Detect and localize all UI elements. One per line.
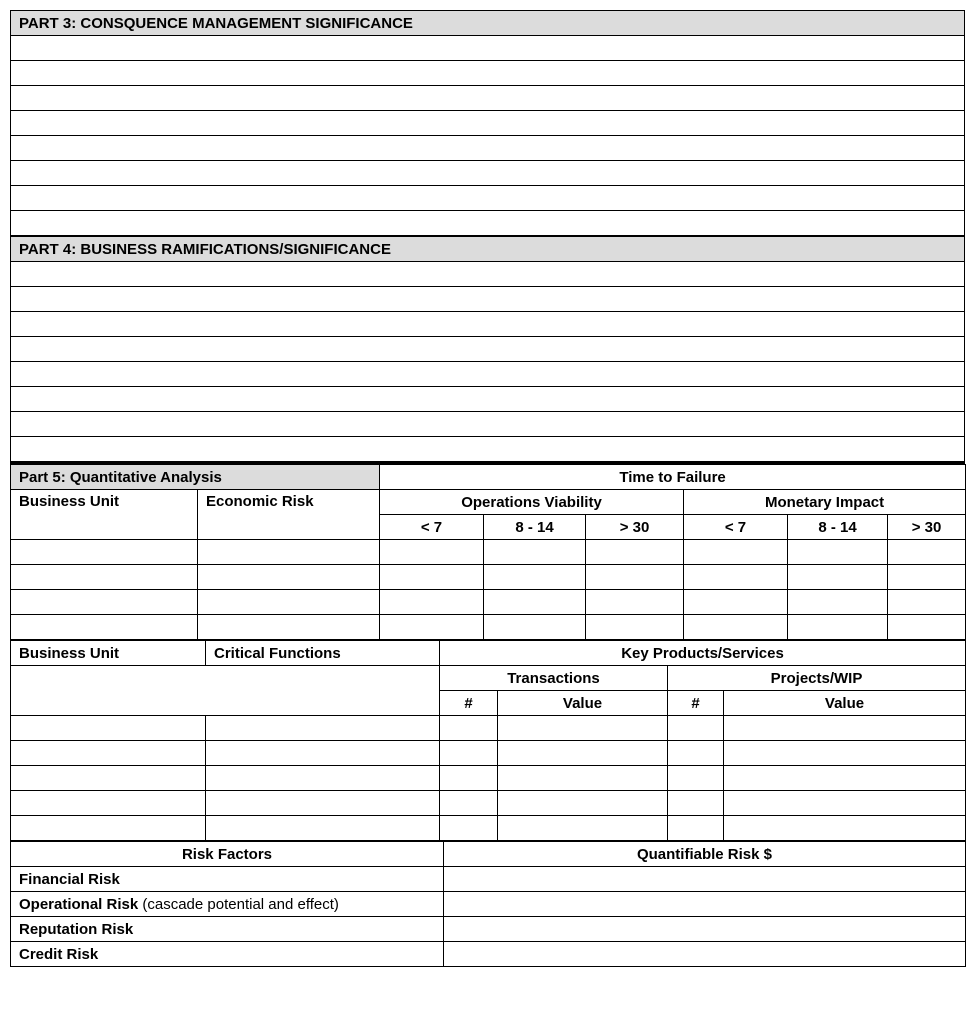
part4-title: PART 4: BUSINESS RAMIFICATIONS/SIGNIFICANCE (11, 237, 965, 262)
cell[interactable] (206, 741, 440, 766)
cell[interactable] (11, 741, 206, 766)
part5-table (10, 464, 966, 640)
transactions-header: Transactions (440, 666, 668, 691)
part4-entry-line[interactable] (11, 437, 965, 463)
part3-title: PART 3: CONSQUENCE MANAGEMENT SIGNIFICANCE (11, 11, 965, 36)
fn-blank-cell (11, 666, 440, 716)
cell[interactable] (586, 590, 684, 615)
cell[interactable] (484, 590, 586, 615)
cell[interactable] (198, 590, 380, 615)
money-range-lt7: < 7 (684, 515, 788, 540)
cell[interactable] (586, 540, 684, 565)
cell[interactable] (724, 766, 966, 791)
cell[interactable] (668, 741, 724, 766)
part3-entry-line[interactable] (11, 211, 965, 236)
cell[interactable] (586, 565, 684, 590)
cell[interactable] (498, 716, 668, 741)
part3-entry-line[interactable] (11, 161, 965, 186)
ops-range-lt7: < 7 (380, 515, 484, 540)
cell[interactable] (684, 615, 788, 640)
part3-entry-line[interactable] (11, 86, 965, 111)
part4-entry-line[interactable] (11, 262, 965, 287)
cell[interactable] (206, 791, 440, 816)
cell[interactable] (11, 590, 198, 615)
table-row (11, 741, 966, 766)
cell[interactable] (668, 791, 724, 816)
quantifiable-risk-header: Quantifiable Risk $ (444, 842, 966, 867)
cell[interactable] (684, 565, 788, 590)
critical-functions-header: Critical Functions (206, 641, 440, 666)
part4-entry-line[interactable] (11, 387, 965, 412)
table-row (11, 917, 966, 942)
cell[interactable] (440, 791, 498, 816)
risk-label (11, 917, 444, 942)
table-row (11, 867, 966, 892)
projects-value-header: Value (724, 691, 966, 716)
fn-business-unit-header: Business Unit (11, 641, 206, 666)
cell[interactable] (440, 741, 498, 766)
part4-entry-line[interactable] (11, 312, 965, 337)
risk-label-text: Reputation Risk (19, 920, 134, 938)
table-row (11, 615, 966, 640)
business-unit-header: Business Unit (11, 490, 198, 540)
cell[interactable] (888, 565, 966, 590)
cell[interactable] (206, 816, 440, 841)
transactions-value-header: Value (498, 691, 668, 716)
cell[interactable] (668, 816, 724, 841)
part3-entry-line[interactable] (11, 186, 965, 211)
cell[interactable] (724, 816, 966, 841)
table-row (11, 590, 966, 615)
cell[interactable] (724, 716, 966, 741)
risk-label (11, 867, 444, 892)
cell[interactable] (11, 791, 206, 816)
cell[interactable] (498, 816, 668, 841)
cell[interactable] (724, 791, 966, 816)
risk-label (11, 892, 444, 917)
risk-amount-cell[interactable] (444, 917, 966, 942)
part3-entry-line[interactable] (11, 136, 965, 161)
projects-count-header: # (668, 691, 724, 716)
cell[interactable] (198, 615, 380, 640)
risk-label-text: Credit Risk (19, 945, 99, 963)
key-products-header: Key Products/Services (440, 641, 966, 666)
cell[interactable] (724, 741, 966, 766)
cell[interactable] (586, 615, 684, 640)
table-row (11, 716, 966, 741)
cell[interactable] (380, 590, 484, 615)
risk-amount-cell[interactable] (444, 942, 966, 967)
money-range-8-14: 8 - 14 (788, 515, 888, 540)
operations-viability-header: Operations Viability (380, 490, 684, 515)
money-range-gt30: > 30 (888, 515, 966, 540)
part3-entry-line[interactable] (11, 36, 965, 61)
monetary-impact-header: Monetary Impact (684, 490, 966, 515)
cell[interactable] (668, 766, 724, 791)
risk-factors-header: Risk Factors (11, 842, 444, 867)
cell[interactable] (484, 565, 586, 590)
part3-table (10, 10, 965, 236)
projects-header: Projects/WIP (668, 666, 966, 691)
cell[interactable] (788, 540, 888, 565)
cell[interactable] (198, 540, 380, 565)
part4-entry-line[interactable] (11, 337, 965, 362)
economic-risk-header: Economic Risk (198, 490, 380, 540)
cell[interactable] (498, 766, 668, 791)
cell[interactable] (888, 540, 966, 565)
ops-range-gt30: > 30 (586, 515, 684, 540)
table-row (11, 565, 966, 590)
risk-amount-cell[interactable] (444, 867, 966, 892)
cell[interactable] (888, 615, 966, 640)
cell[interactable] (11, 766, 206, 791)
part4-entry-line[interactable] (11, 287, 965, 312)
cell[interactable] (484, 615, 586, 640)
table-row (11, 892, 966, 917)
risk-label-text: Financial Risk (19, 870, 120, 888)
cell[interactable] (440, 716, 498, 741)
part3-entry-line[interactable] (11, 111, 965, 136)
cell[interactable] (888, 590, 966, 615)
table-row (11, 942, 966, 967)
cell[interactable] (788, 565, 888, 590)
cell[interactable] (11, 816, 206, 841)
functions-table (10, 640, 966, 841)
cell[interactable] (668, 716, 724, 741)
cell[interactable] (11, 615, 198, 640)
cell[interactable] (440, 766, 498, 791)
cell[interactable] (11, 540, 198, 565)
cell[interactable] (684, 540, 788, 565)
cell[interactable] (11, 565, 198, 590)
cell[interactable] (11, 716, 206, 741)
cell[interactable] (788, 590, 888, 615)
cell[interactable] (380, 540, 484, 565)
cell[interactable] (484, 540, 586, 565)
risk-label (11, 942, 444, 967)
cell[interactable] (380, 615, 484, 640)
risk-amount-cell[interactable] (444, 892, 966, 917)
part3-entry-line[interactable] (11, 61, 965, 86)
cell[interactable] (684, 590, 788, 615)
form-sheet (10, 10, 965, 967)
cell[interactable] (198, 565, 380, 590)
cell[interactable] (498, 741, 668, 766)
table-row (11, 791, 966, 816)
cell[interactable] (206, 716, 440, 741)
part5-title: Part 5: Quantitative Analysis (11, 465, 380, 490)
part4-entry-line[interactable] (11, 362, 965, 387)
cell[interactable] (788, 615, 888, 640)
risk-table (10, 841, 966, 967)
part4-entry-line[interactable] (11, 412, 965, 437)
table-row (11, 816, 966, 841)
table-row (11, 540, 966, 565)
cell[interactable] (206, 766, 440, 791)
cell[interactable] (440, 816, 498, 841)
risk-label-text: Operational Risk (19, 895, 139, 913)
transactions-count-header: # (440, 691, 498, 716)
table-row (11, 766, 966, 791)
time-to-failure-header: Time to Failure (380, 465, 966, 490)
cell[interactable] (380, 565, 484, 590)
cell[interactable] (498, 791, 668, 816)
ops-range-8-14: 8 - 14 (484, 515, 586, 540)
part4-table (10, 236, 965, 464)
risk-note: (cascade potential and effect) (138, 895, 339, 913)
